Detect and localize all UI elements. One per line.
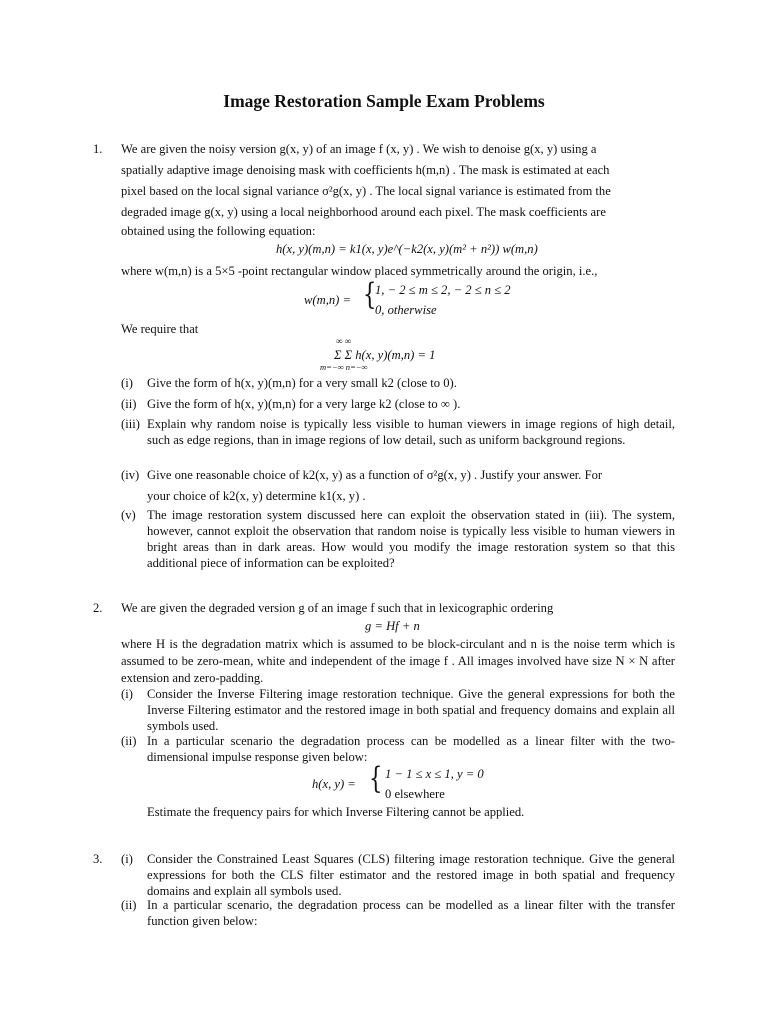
window-lhs: w(m,n) = (304, 293, 351, 307)
p3-ii-label: (ii) (121, 898, 137, 912)
degradation-model-equation: g = Hf + n (365, 619, 420, 633)
problem-1-line-2: spatially adaptive image denoising mask with coefficients h(m,n) . The mask is estimated at each (121, 163, 610, 177)
problem-1-line-4: degraded image g(x, y) using a local neighborhood around each pixel. The mask coefficients are (121, 205, 606, 219)
window-brace: { (363, 277, 377, 312)
problem-3-number: 3. (93, 852, 103, 866)
problem-1-line-6: where w(m,n) is a 5×5 -point rectangular window placed symmetrically around the origin, i.e., (121, 264, 598, 278)
problem-1-line-1: We are given the noisy version g(x, y) of an image f (x, y) . We wish to denoise g(x, y) using a (121, 142, 597, 156)
p3-ii-text: In a particular scenario, the degradation process can be modelled as a linear filter with the transfer function given below: (147, 898, 675, 928)
p3-i-label: (i) (121, 852, 133, 866)
p1-v-text: The image restoration system discussed here can exploit the observation stated in (iii). The system, however, cannot exploit the observation that random noise is typically less visible to human viewers in bright areas than in dark areas. How would you modify the image restoration system so that this additional piece of information can be exploited? (147, 508, 675, 570)
problem-2-last-line: Estimate the frequency pairs for which Inverse Filtering cannot be applied. (147, 805, 525, 819)
sum-lower-limits: m=−∞ n=−∞ (320, 362, 368, 372)
problem-2-line-1: We are given the degraded version g of an image f such that in lexicographic ordering (121, 601, 554, 615)
problem-1-number: 1. (93, 142, 103, 156)
p2-ii-text: In a particular scenario the degradation process can be modelled as a linear filter with the two-dimensional impulse response given below: (147, 734, 675, 764)
p1-iii-label: (iii) (121, 417, 140, 431)
sum-upper-limits: ∞ ∞ (336, 336, 352, 346)
problem-1-line-3: pixel based on the local signal variance σ²g(x, y) . The local signal variance is estimated from the (121, 184, 611, 198)
mask-equation: h(x, y)(m,n) = k1(x, y)e^(−k2(x, y)(m² + n²)) w(m,n) (276, 242, 538, 256)
sum-equation: Σ Σ h(x, y)(m,n) = 1 (334, 348, 436, 362)
p2-i-text: Consider the Inverse Filtering image restoration technique. Give the general expressions for both the Inverse Filtering estimator and the restored image in both spatial and frequency domains and explain all symbols used. (147, 687, 675, 733)
problem-2-paragraph: where H is the degradation matrix which is assumed to be block-circulant and n is the noise term which is assumed to be zero-mean, white and independent of the image f . All images involved have size N × N after extension and zero-padding. (121, 637, 675, 685)
window-case-2: 0, otherwise (375, 303, 437, 317)
impulse-response-brace: { (369, 761, 383, 796)
window-case-1: 1, − 2 ≤ m ≤ 2, − 2 ≤ n ≤ 2 (375, 283, 511, 297)
impulse-response-case-1: 1 − 1 ≤ x ≤ 1, y = 0 (385, 767, 484, 781)
problem-1-line-7: We require that (121, 322, 199, 336)
page-title: Image Restoration Sample Exam Problems (223, 91, 545, 111)
impulse-response-lhs: h(x, y) = (312, 777, 356, 791)
p2-i-label: (i) (121, 687, 133, 701)
problem-1-line-5: obtained using the following equation: (121, 224, 316, 238)
problem-2-number: 2. (93, 601, 103, 615)
p1-i-label: (i) (121, 376, 133, 390)
p1-iv-label: (iv) (121, 468, 140, 482)
p3-i-text: Consider the Constrained Least Squares (CLS) filtering image restoration technique. Give the general expressions for both the CLS filter estimator and the restored image in both spatial and frequency domains and explain all symbols used. (147, 852, 675, 898)
p1-iii-text: Explain why random noise is typically less visible to human viewers in image regions of high detail, such as edge regions, than in image regions of low detail, such as uniform background regions. (147, 417, 675, 447)
p1-iv-text-1: Give one reasonable choice of k2(x, y) as a function of σ²g(x, y) . Justify your answer. For (147, 468, 603, 482)
p1-iv-text-2: your choice of k2(x, y) determine k1(x, y) . (147, 489, 366, 503)
p1-ii-label: (ii) (121, 397, 137, 411)
impulse-response-case-2: 0 elsewhere (385, 787, 445, 801)
p2-ii-label: (ii) (121, 734, 137, 748)
p1-i-text: Give the form of h(x, y)(m,n) for a very small k2 (close to 0). (147, 376, 457, 390)
p1-ii-text: Give the form of h(x, y)(m,n) for a very large k2 (close to ∞ ). (147, 397, 461, 411)
p1-v-label: (v) (121, 508, 136, 522)
